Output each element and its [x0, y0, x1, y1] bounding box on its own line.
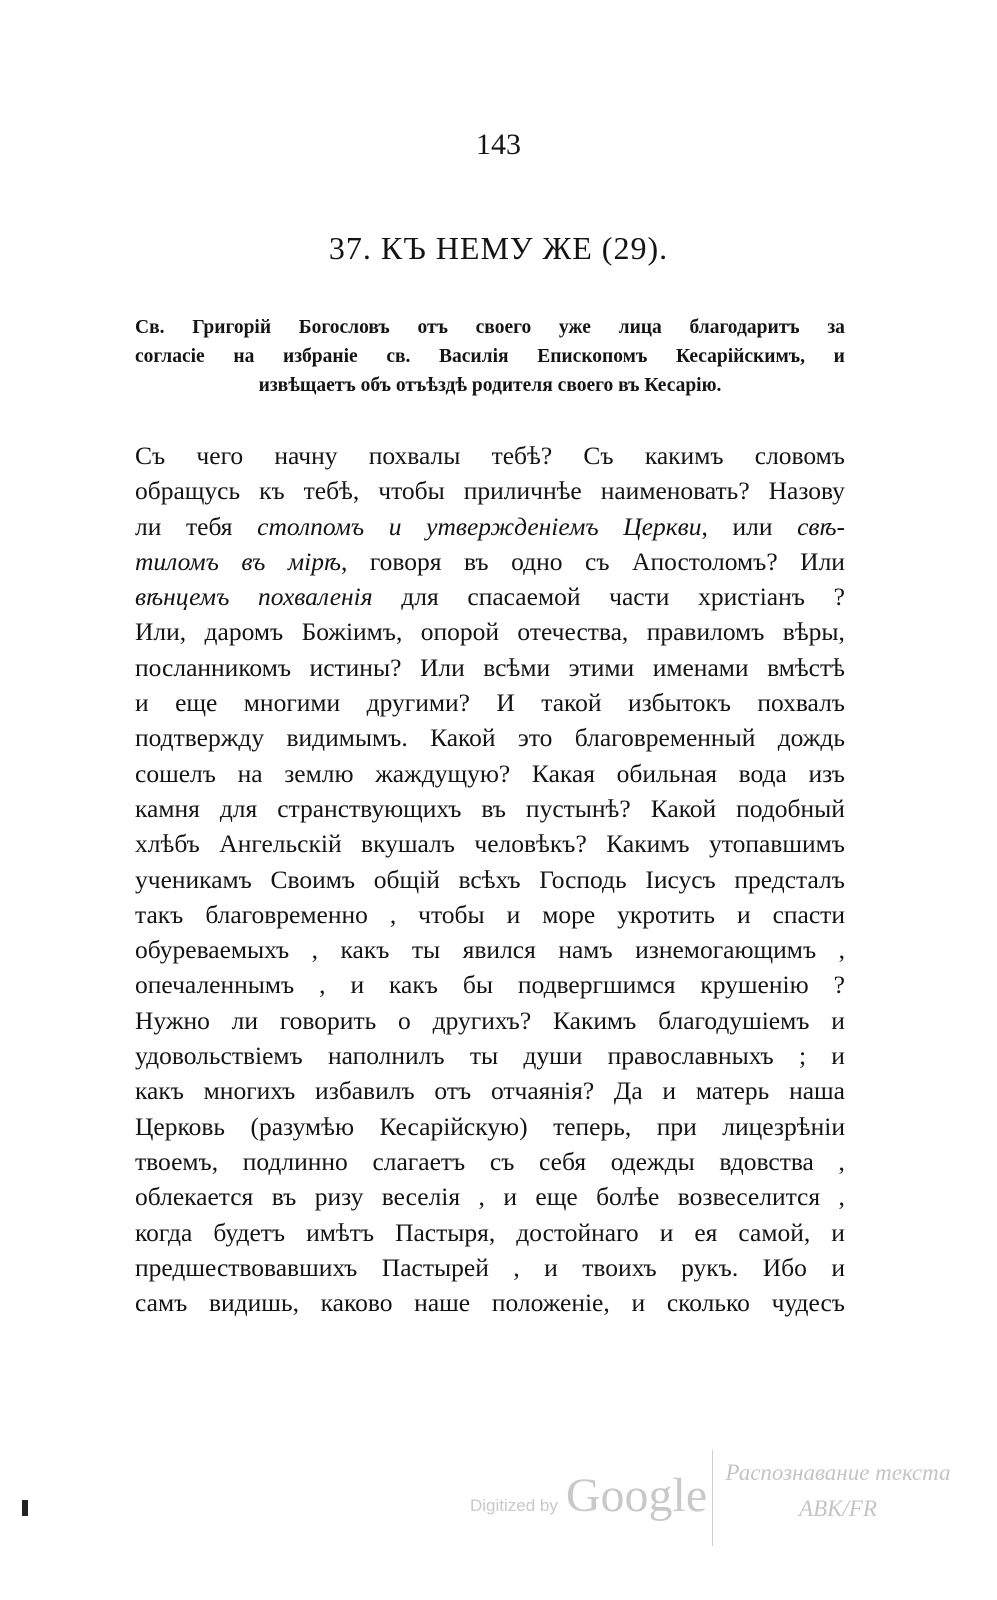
- word: жаждущую?: [375, 758, 511, 788]
- word: столпомъ: [257, 511, 365, 541]
- word: вмѣстѣ: [767, 652, 845, 682]
- word: ,: [311, 935, 319, 965]
- text-line: [135, 967, 845, 1002]
- text-line: [135, 756, 845, 791]
- page-number: 143: [476, 128, 521, 161]
- word: И: [496, 688, 515, 718]
- word: себя: [539, 1146, 587, 1176]
- word: благодаритъ: [689, 317, 800, 338]
- word: Съ: [583, 441, 614, 470]
- word: обуреваемыхъ: [135, 935, 290, 965]
- word: матерь: [695, 1076, 770, 1106]
- word: будетъ: [213, 1217, 286, 1247]
- word: такъ: [135, 899, 184, 929]
- word: веселія: [381, 1182, 461, 1212]
- word: избраніе: [282, 346, 358, 367]
- word: одно: [511, 546, 563, 576]
- word: этими: [568, 652, 635, 682]
- word: своего: [475, 317, 532, 338]
- word: отъ: [434, 1076, 472, 1106]
- word: православныхъ: [607, 1041, 774, 1071]
- word: намъ: [558, 935, 613, 965]
- word: для: [219, 793, 258, 823]
- word: въ: [271, 1182, 297, 1212]
- word: отъ: [417, 317, 448, 338]
- word: чтобы: [418, 899, 485, 929]
- word: еще: [175, 688, 218, 718]
- word: благодушіемъ: [658, 1005, 810, 1035]
- word: утопавшимъ: [709, 829, 845, 859]
- google-logo-text: Google: [565, 1469, 708, 1522]
- word: Св.: [135, 317, 165, 338]
- word: на: [237, 758, 263, 788]
- word: избавилъ: [315, 1076, 415, 1106]
- word: и: [135, 688, 149, 718]
- word: ?: [833, 970, 845, 1000]
- word: чего: [196, 441, 244, 470]
- word: самой,: [738, 1217, 811, 1247]
- word: спасти: [772, 899, 845, 929]
- word: ученикамъ: [135, 864, 252, 894]
- word: изъ: [808, 758, 845, 788]
- word: подобный: [736, 793, 845, 823]
- text-line: [135, 826, 845, 861]
- word: въ: [481, 793, 506, 823]
- word: и: [506, 899, 521, 929]
- word: землю: [284, 758, 354, 788]
- word: Григорій: [192, 317, 272, 338]
- word: приличнѣе: [463, 476, 582, 506]
- ocr-watermark: [718, 1455, 958, 1527]
- word: ризу: [314, 1182, 364, 1212]
- text-line: [135, 509, 845, 544]
- word: говоря: [369, 546, 442, 576]
- word: изнемогающимъ: [635, 935, 817, 965]
- word: на: [233, 346, 255, 367]
- word: чтобы: [378, 476, 445, 506]
- word: еще: [535, 1182, 578, 1212]
- word: ,: [319, 970, 326, 1000]
- text-line: [135, 473, 845, 508]
- word: Или,: [135, 617, 187, 647]
- word: ?: [833, 582, 845, 612]
- word: въ: [464, 546, 489, 576]
- word: сколько: [666, 1288, 750, 1318]
- word: крушенію: [700, 970, 809, 1000]
- word: похваленія: [257, 582, 373, 612]
- word: и: [831, 1041, 845, 1071]
- word: достойнаго: [516, 1217, 639, 1247]
- word: странствующихъ: [277, 793, 462, 823]
- word: и: [350, 970, 365, 1000]
- word: Апостоломъ?: [632, 546, 778, 576]
- text-line: [135, 544, 845, 579]
- word: тебя: [186, 511, 233, 541]
- word: похвалы: [368, 441, 461, 470]
- word: съ: [489, 1146, 515, 1176]
- word: именами: [652, 652, 749, 682]
- word: всѣми: [483, 652, 551, 682]
- word: Съ: [135, 441, 166, 470]
- word: части: [609, 582, 670, 612]
- text-line: [135, 791, 845, 826]
- word: Или: [800, 546, 845, 576]
- word: тебѣ?: [491, 441, 553, 470]
- word: Господь: [539, 864, 627, 894]
- word: камня: [135, 793, 200, 823]
- word: Какой: [650, 793, 717, 823]
- word: (разумѣю: [250, 1111, 355, 1141]
- word: лицезрѣніи: [722, 1111, 845, 1141]
- word: и: [831, 1217, 845, 1247]
- text-line: [135, 685, 845, 720]
- word: самъ: [135, 1288, 188, 1318]
- word: и: [831, 1005, 845, 1035]
- word: начну: [274, 441, 338, 470]
- word: за: [827, 317, 845, 338]
- word: Пастыря,: [395, 1217, 496, 1247]
- word: подвергшимся: [517, 970, 676, 1000]
- word: болѣе: [596, 1182, 660, 1212]
- word: положеніе,: [491, 1288, 610, 1318]
- word: христіанъ: [698, 582, 805, 612]
- text-line: [135, 1179, 845, 1214]
- ocr-watermark-signature: ABK/FR: [799, 1496, 877, 1521]
- word: и: [631, 1288, 646, 1318]
- word: укротить: [617, 899, 716, 929]
- word: Божіимъ,: [301, 617, 403, 647]
- word: Епископомъ: [537, 346, 648, 367]
- word: всѣхъ: [458, 864, 521, 894]
- word: Ибо: [762, 1252, 807, 1282]
- word: это: [517, 723, 553, 753]
- word: Или: [419, 652, 465, 682]
- word: бы: [462, 970, 493, 1000]
- word: море: [542, 899, 596, 929]
- text-line: [135, 1215, 845, 1250]
- word: обращусь: [135, 476, 241, 506]
- word: какъ: [340, 935, 390, 965]
- word: лица: [618, 317, 662, 338]
- word: дождь: [777, 723, 845, 753]
- word: имѣтъ: [306, 1217, 375, 1247]
- word: ея: [694, 1217, 718, 1247]
- word: и: [662, 1076, 677, 1106]
- word: слагаетъ: [372, 1146, 466, 1176]
- word: Ангельскій: [219, 829, 342, 859]
- watermark-divider: [712, 1450, 713, 1546]
- word: твоихъ: [582, 1252, 657, 1282]
- word: возвеселится: [677, 1182, 821, 1212]
- word: общій: [373, 864, 440, 894]
- text-line: [135, 720, 845, 755]
- word: многими: [243, 688, 341, 718]
- word: Кесарійскую): [379, 1111, 528, 1141]
- word: съ: [585, 546, 610, 576]
- word: Кесарійскимъ,: [675, 346, 806, 367]
- body-text: [135, 438, 845, 1320]
- word: Какой: [430, 723, 496, 753]
- word: ты: [469, 1041, 499, 1071]
- word: правиломъ: [646, 617, 765, 647]
- text-line: [135, 579, 845, 614]
- word: каково: [320, 1288, 393, 1318]
- word: словомъ: [754, 441, 845, 470]
- word: какимъ: [644, 441, 724, 470]
- word: о: [398, 1005, 411, 1035]
- word: и: [736, 899, 751, 929]
- word: обильная: [616, 758, 718, 788]
- word: другими?: [366, 688, 470, 718]
- word: похвалъ: [757, 688, 845, 718]
- word: облекается: [135, 1182, 254, 1212]
- word: чудесъ: [771, 1288, 845, 1318]
- word: Церковь: [135, 1111, 225, 1141]
- word: или: [732, 511, 773, 541]
- word: ,: [478, 1182, 485, 1212]
- word: Іисусъ: [645, 864, 716, 894]
- word: многихъ: [203, 1076, 296, 1106]
- word: предсталъ: [734, 864, 845, 894]
- text-line: [135, 932, 845, 967]
- word: св.: [386, 346, 411, 367]
- word: Какимъ: [552, 1005, 637, 1035]
- word: предшествовавшихъ: [135, 1252, 358, 1282]
- word: ли: [135, 511, 162, 541]
- word: и: [833, 346, 845, 367]
- word: и: [659, 1217, 674, 1247]
- google-watermark: [470, 1468, 707, 1523]
- text-line: [135, 897, 845, 932]
- word: теперь,: [553, 1111, 632, 1141]
- word: говорить: [279, 1005, 377, 1035]
- word: Василія: [439, 346, 509, 367]
- text-line: [135, 1285, 845, 1320]
- word: хлѣбъ: [135, 829, 200, 859]
- text-line: [135, 438, 845, 473]
- margin-mark: [22, 1500, 28, 1516]
- word: опечаленнымъ: [135, 970, 295, 1000]
- text-line: [135, 862, 845, 897]
- word: отечества,: [517, 617, 629, 647]
- word: Своимъ: [270, 864, 356, 894]
- word: одежды: [610, 1146, 695, 1176]
- word: ,: [838, 1182, 845, 1212]
- word: вѣнцемъ: [135, 582, 230, 612]
- summary-line: [135, 342, 845, 371]
- word: подтвержду: [135, 723, 265, 753]
- word: наименовать?: [600, 476, 750, 506]
- word: Какая: [531, 758, 595, 788]
- word: Пастырей: [381, 1252, 489, 1282]
- text-line: [135, 1073, 845, 1108]
- word: Богословъ: [298, 317, 390, 338]
- word: вѣры,: [782, 617, 845, 647]
- word: посланникомъ: [135, 652, 292, 682]
- word: избытокъ: [627, 688, 731, 718]
- word: спасаемой: [467, 582, 581, 612]
- text-line: [135, 1109, 845, 1144]
- word: рукъ.: [681, 1252, 739, 1282]
- word: души: [523, 1041, 583, 1071]
- word: при: [656, 1111, 697, 1141]
- word: ,: [513, 1252, 520, 1282]
- word: наша: [789, 1076, 845, 1106]
- word: твоемъ,: [135, 1146, 219, 1176]
- word: наше: [414, 1288, 471, 1318]
- word: ли: [231, 1005, 259, 1035]
- word: къ: [259, 476, 285, 506]
- word: и: [831, 1252, 845, 1282]
- word: отчаянія?: [490, 1076, 595, 1106]
- text-line: [135, 1144, 845, 1179]
- summary-block: [135, 313, 845, 400]
- word: ты: [411, 935, 441, 965]
- summary-line: [135, 313, 845, 342]
- word: и: [503, 1182, 517, 1212]
- word: Нужно: [135, 1005, 210, 1035]
- word: явился: [462, 935, 536, 965]
- word: опорой: [420, 617, 500, 647]
- word: для: [401, 582, 439, 612]
- word: мірѣ,: [287, 546, 348, 576]
- word: ,: [838, 935, 845, 965]
- word: тебѣ,: [303, 476, 360, 506]
- word: Назову: [768, 476, 845, 506]
- word: даромъ: [204, 617, 284, 647]
- word: тиломъ: [135, 546, 219, 576]
- word: видишь,: [209, 1288, 299, 1318]
- word: ;: [798, 1041, 807, 1071]
- word: наполнилъ: [327, 1041, 445, 1071]
- word: согласіе: [135, 346, 205, 367]
- summary-line: извѣщаетъ объ отъѣздѣ родителя своего въ Кесарію.: [258, 375, 722, 396]
- word: утвержденіемъ: [426, 511, 599, 541]
- word: благовременно: [205, 899, 368, 929]
- word: благовременный: [574, 723, 756, 753]
- word: ,: [389, 899, 397, 929]
- word: когда: [135, 1217, 193, 1247]
- text-line: [135, 1003, 845, 1038]
- word: вкушалъ: [361, 829, 455, 859]
- word: подлинно: [242, 1146, 348, 1176]
- word: уже: [558, 317, 591, 338]
- word: въ: [241, 546, 266, 576]
- text-line: [135, 1038, 845, 1073]
- word: какъ: [135, 1076, 184, 1106]
- word: истины?: [309, 652, 402, 682]
- word: вдовства: [719, 1146, 814, 1176]
- word: пустынѣ?: [525, 793, 631, 823]
- word: такой: [541, 688, 602, 718]
- digitized-label: Digitized by: [470, 1496, 558, 1515]
- word: сошелъ: [135, 758, 216, 788]
- word: и: [388, 511, 402, 541]
- word: свѣ-: [797, 511, 845, 541]
- ocr-watermark-line: Распознавание текста: [725, 1460, 951, 1485]
- text-line: [135, 614, 845, 649]
- word: Да: [613, 1076, 643, 1106]
- word: ,: [838, 1146, 845, 1176]
- word: какъ: [389, 970, 438, 1000]
- word: другихъ?: [432, 1005, 532, 1035]
- word: человѣкъ?: [474, 829, 587, 859]
- word: Какимъ: [606, 829, 690, 859]
- chapter-heading: 37. КЪ НЕМУ ЖЕ (29).: [328, 230, 669, 266]
- word: вода: [738, 758, 787, 788]
- word: и: [544, 1252, 558, 1282]
- text-line: [135, 1250, 845, 1285]
- text-line: [135, 650, 845, 685]
- word: Церкви,: [623, 511, 708, 541]
- word: удовольствіемъ: [135, 1041, 303, 1071]
- word: видимымъ.: [286, 723, 408, 753]
